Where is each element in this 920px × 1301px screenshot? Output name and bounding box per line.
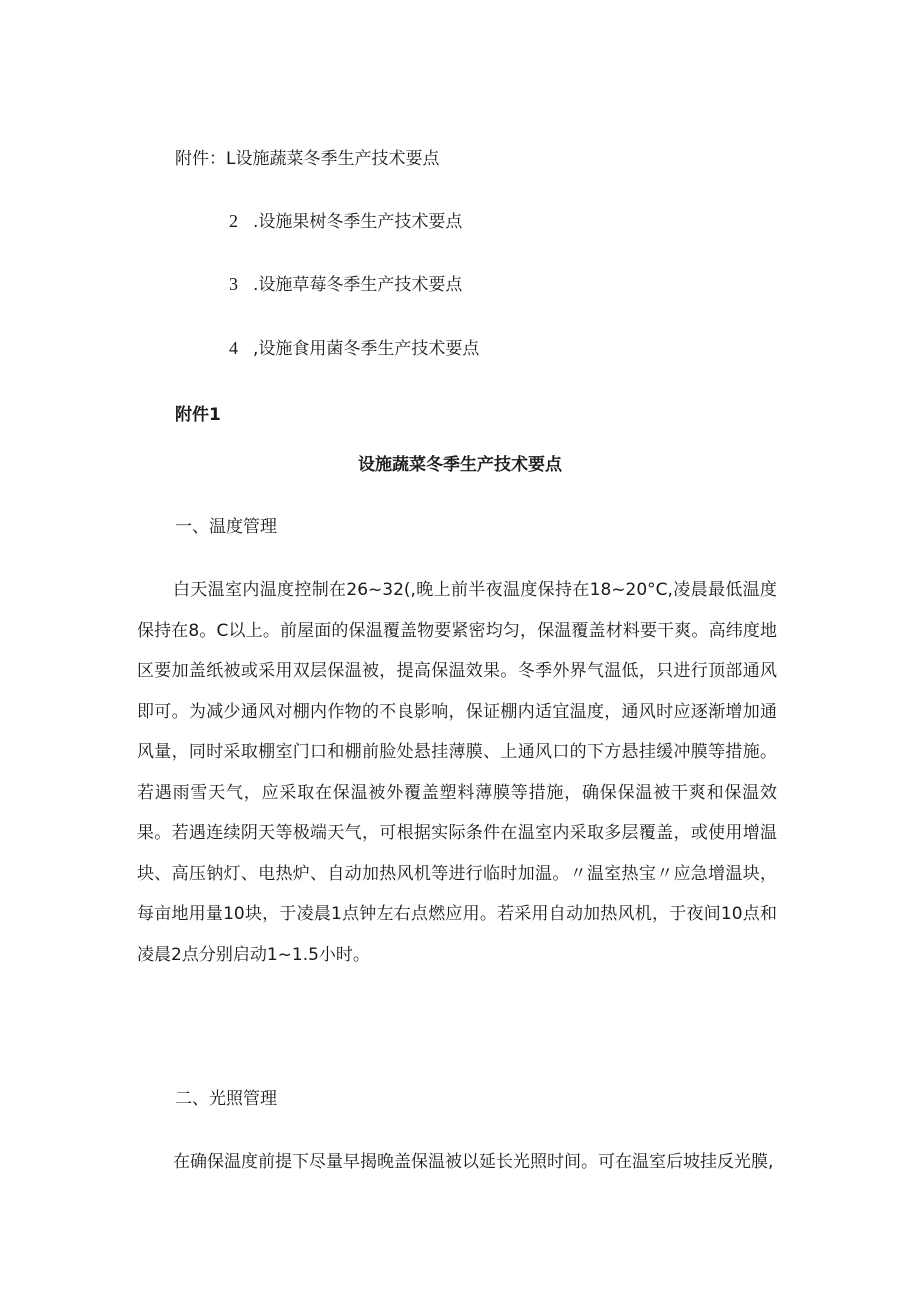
attachment-item-1: L设施蔬菜冬季生产技术要点 <box>226 149 440 169</box>
attachment-list-first <box>175 148 439 170</box>
section-heading-lighting: 二、光照管理 <box>175 1089 277 1109</box>
section-body-lighting: 在确保温度前提下尽量早揭晚盖保温被以延长光照时间。可在温室后坡挂反光膜, <box>173 1152 774 1172</box>
attachment-item-4 <box>229 337 479 360</box>
document-title: 设施蔬菜冬季生产技术要点 <box>358 455 562 475</box>
annex-label: 附件1 <box>175 405 221 425</box>
attachment-number: 2 <box>229 211 238 231</box>
section-body-temperature: 白天温室内温度控制在26~32(,晚上前半夜温度保持在18~20°C,凌晨最低温度保持在8。C以上。前屋面的保温覆盖物要紧密均匀，保温覆盖材料要干爽。高纬度地区要加盖纸被或采用双层保温被，提高保温效果。冬季外界气温低，只进行顶部通风即可。为减少通风对棚内作物的不良影响，保证棚内适宜温度，通风时应逐渐增加通风量，同时采取棚室门口和棚前脸处悬挂薄膜、上通风口的下方悬挂缓冲膜等措施。若遇雨雪天气，应采取在保温被外覆盖塑料薄膜等措施，确保保温被干爽和保温效果。若遇连续阴天等极端天气，可根据实际条件在温室内采取多层覆盖，或使用增温块、高压钠灯、电热炉、自动加热风机等进行临时加温。〃温室热宝〃应急增温块，每亩地用量10块，于凌晨1点钟左右点燃应用。若采用自动加热风机，于夜间10点和凌晨2点分别启动1~1.5小时。 <box>137 580 777 965</box>
attachment-prefix: 附件： <box>175 149 226 169</box>
attachment-text: .设施草莓冬季生产技术要点 <box>253 275 463 295</box>
section-heading-temperature: 一、温度管理 <box>175 517 277 537</box>
attachment-number: 4 <box>229 338 238 358</box>
attachment-item-2 <box>229 210 462 233</box>
attachment-number: 3 <box>229 274 238 294</box>
attachment-item-3 <box>229 273 462 296</box>
attachment-text: ,设施食用菌冬季生产技术要点 <box>253 339 480 359</box>
attachment-text: .设施果树冬季生产技术要点 <box>253 212 463 232</box>
